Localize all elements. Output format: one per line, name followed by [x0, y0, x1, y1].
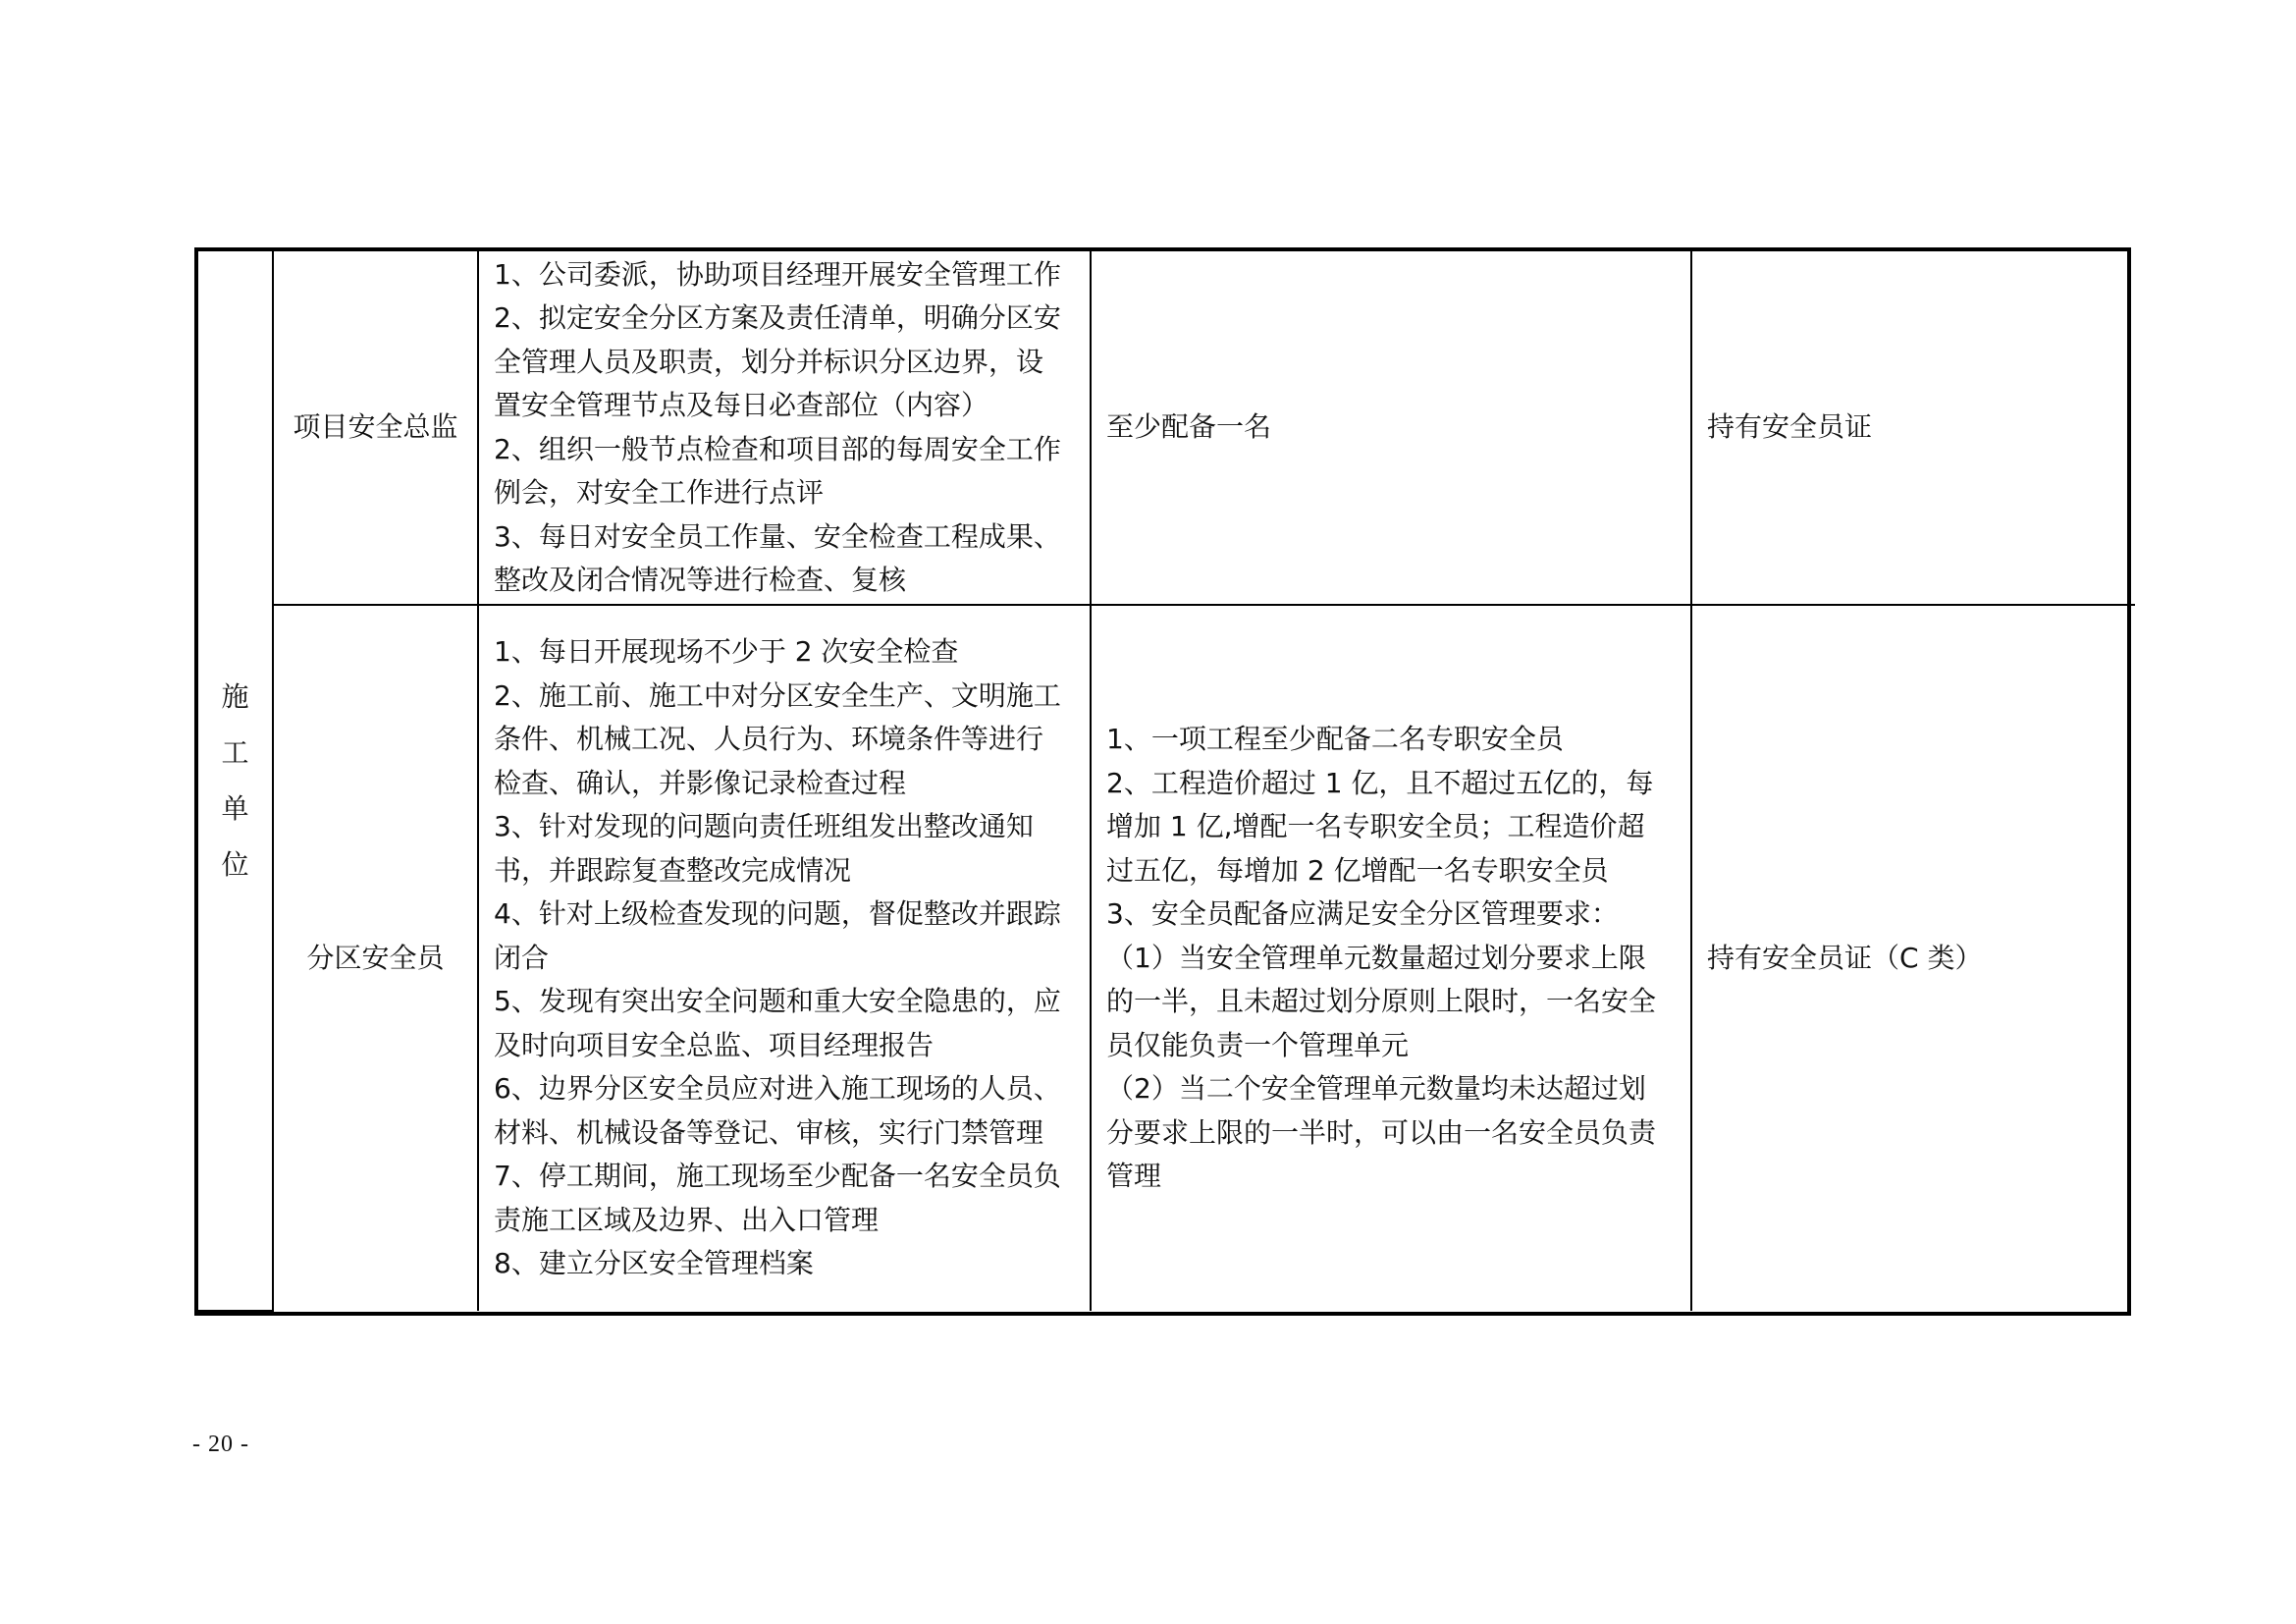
duty-line: 3、针对发现的问题向责任班组发出整改通知	[494, 810, 1034, 843]
unit-char: 位	[221, 848, 249, 881]
duty-line: 材料、机械设备等登记、审核，实行门禁管理	[494, 1115, 1044, 1149]
duty-line: 6、边界分区安全员应对进入施工现场的人员、	[494, 1072, 1061, 1106]
staffing-line: 过五亿，每增加 2 亿增配一名专职安全员	[1106, 853, 1609, 887]
duty-line: 责施工区域及边界、出入口管理	[494, 1203, 880, 1236]
duty-line: 2、拟定安全分区方案及责任清单，明确分区安	[494, 301, 1061, 334]
staffing-line: （2）当二个安全管理单元数量均未达超过划	[1106, 1072, 1646, 1106]
duty-table	[198, 251, 2135, 1312]
duty-line: 整改及闭合情况等进行检查、复核	[494, 564, 907, 596]
duty-line: 全管理人员及职责，划分并标识分区边界，设	[494, 345, 1044, 378]
duty-line: 5、发现有突出安全问题和重大安全隐患的，应	[494, 985, 1061, 1018]
unit-char: 工	[221, 736, 249, 769]
staffing-line: 3、安全员配备应满足安全分区管理要求：	[1106, 897, 1619, 931]
duty-line: 检查、确认，并影像记录检查过程	[494, 766, 907, 799]
staffing-line: 管理	[1106, 1160, 1162, 1193]
duty-line: 8、建立分区安全管理档案	[494, 1247, 814, 1280]
staffing-cell	[1091, 605, 1691, 1311]
table-row-safety-director	[198, 251, 2135, 605]
staffing-line: 至少配备一名	[1106, 410, 1272, 444]
staffing-line: （1）当安全管理单元数量超过划分要求上限	[1106, 941, 1646, 974]
staffing-line: 2、工程造价超过 1 亿，且不超过五亿的，每	[1106, 766, 1654, 799]
duty-line: 条件、机械工况、人员行为、环境条件等进行	[494, 723, 1044, 756]
duty-line: 闭合	[494, 941, 550, 974]
staffing-line: 的一半，且未超过划分原则上限时，一名安全	[1106, 985, 1657, 1018]
duty-line: 置安全管理节点及每日必查部位（内容）	[494, 389, 989, 421]
duties-cell	[478, 251, 1091, 605]
staffing-cell	[1091, 251, 1691, 605]
duty-line: 2、组织一般节点检查和项目部的每周安全工作	[494, 432, 1061, 465]
duty-table-frame	[194, 247, 2131, 1316]
duty-line: 1、公司委派，协助项目经理开展安全管理工作	[494, 257, 1061, 291]
unit-char: 单	[221, 792, 249, 825]
duties-cell	[478, 605, 1091, 1311]
unit-cell	[198, 251, 273, 1311]
page-number: - 20 -	[192, 1432, 249, 1457]
duty-line: 及时向项目安全总监、项目经理报告	[494, 1028, 934, 1061]
duty-line: 例会，对安全工作进行点评	[494, 476, 825, 509]
duty-line: 2、施工前、施工中对分区安全生产、文明施工	[494, 678, 1061, 712]
qualification-cell: 持有安全员证	[1691, 251, 2135, 605]
duty-line: 1、每日开展现场不少于 2 次安全检查	[494, 635, 959, 669]
staffing-line: 1、一项工程至少配备二名专职安全员	[1106, 723, 1564, 756]
staffing-line: 分要求上限的一半时，可以由一名安全员负责	[1106, 1115, 1657, 1149]
duty-line: 4、针对上级检查发现的问题，督促整改并跟踪	[494, 897, 1061, 931]
unit-char: 施	[221, 680, 249, 713]
duty-line: 7、停工期间，施工现场至少配备一名安全员负	[494, 1160, 1061, 1193]
duty-line: 书，并跟踪复查整改完成情况	[494, 853, 852, 887]
role-cell: 分区安全员	[273, 605, 478, 1311]
role-cell: 项目安全总监	[273, 251, 478, 605]
staffing-line: 增加 1 亿,增配一名专职安全员；工程造价超	[1106, 810, 1645, 843]
duty-line: 3、每日对安全员工作量、安全检查工程成果、	[494, 519, 1061, 553]
table-row-zone-safety-officer	[198, 605, 2135, 1311]
staffing-line: 员仅能负责一个管理单元	[1106, 1028, 1410, 1061]
qualification-cell: 持有安全员证（C 类）	[1691, 605, 2135, 1311]
